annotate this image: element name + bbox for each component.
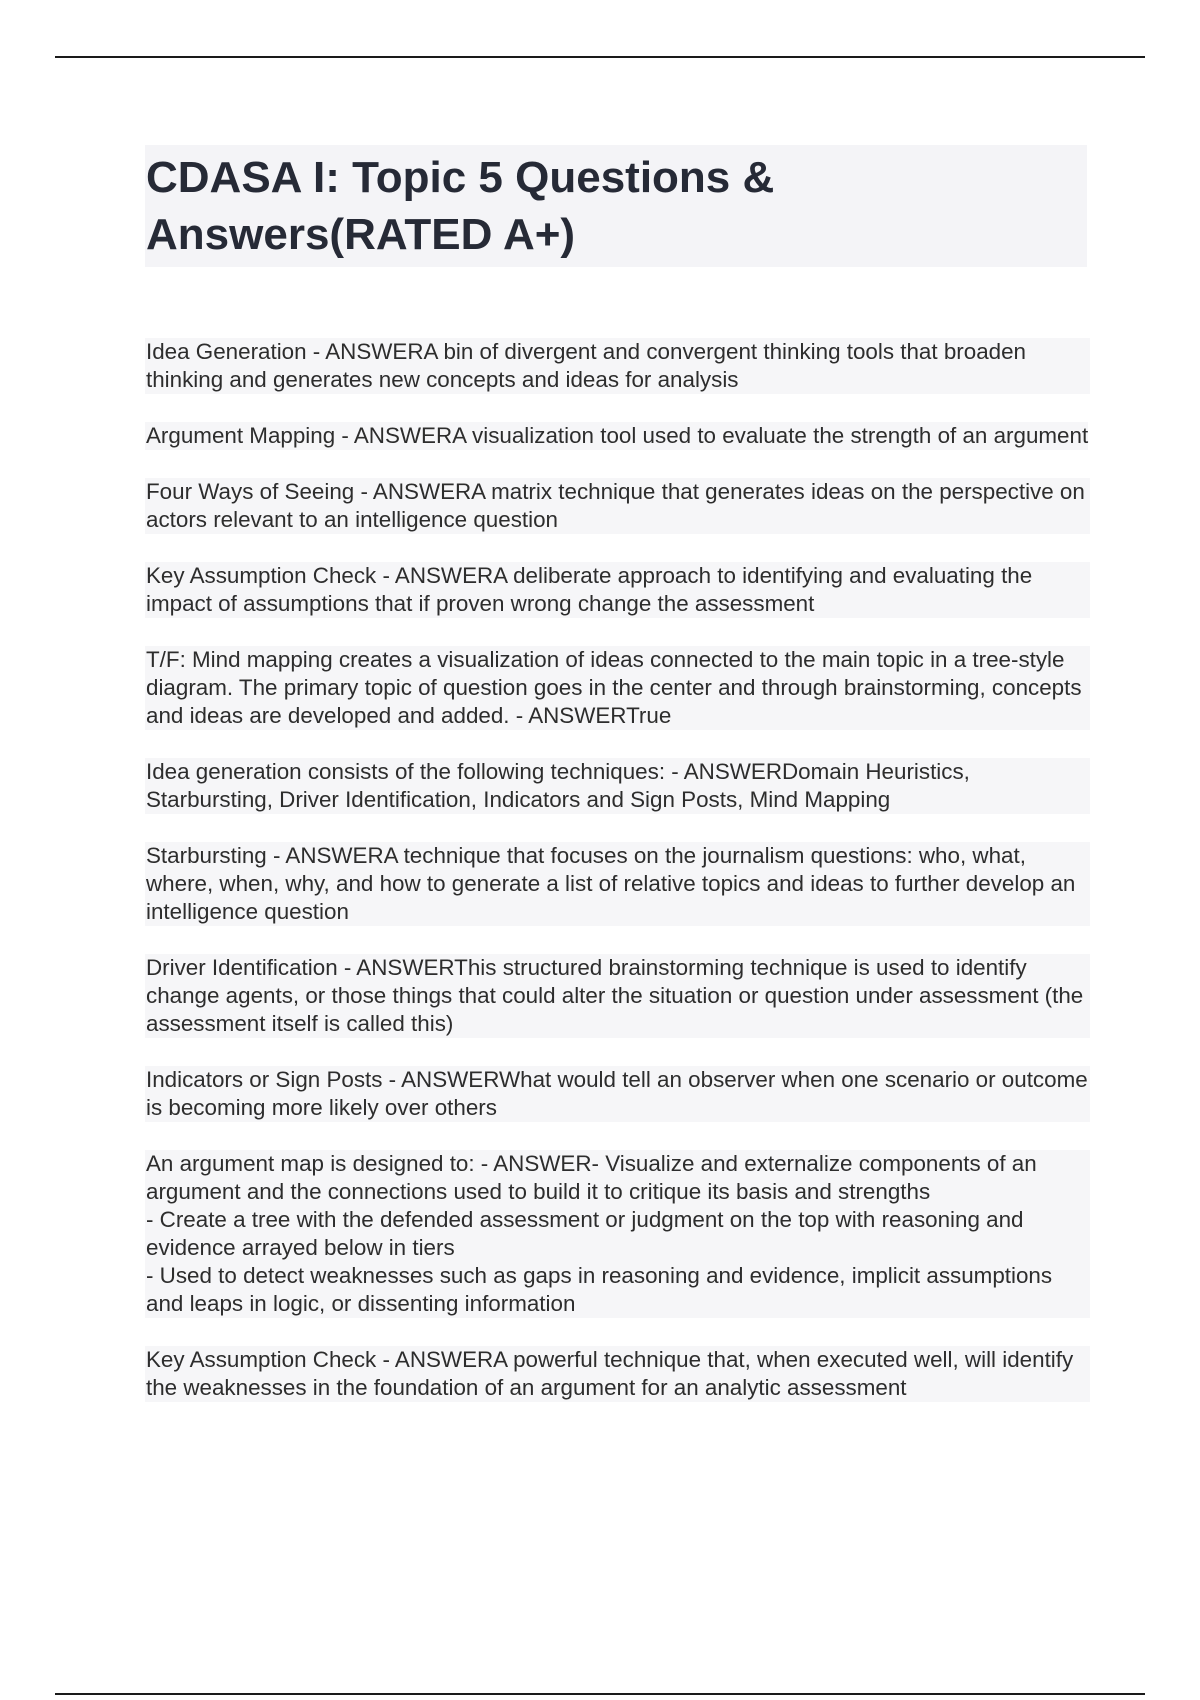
qa-item: Argument Mapping - ANSWERA visualization tool used to evaluate the strength of an argument xyxy=(146,423,1089,448)
bottom-rule xyxy=(55,1693,1145,1695)
qa-list xyxy=(145,338,1090,1430)
page-title: CDASA I: Topic 5 Questions & Answers(RATED A+) xyxy=(146,153,775,259)
qa-item: Driver Identification - ANSWERThis structured brainstorming technique is used to identify change agents, or those things that could alter the situation or question under assessment (the assessment itself is called this) xyxy=(145,954,1090,1038)
qa-item: Idea generation consists of the following techniques: - ANSWERDomain Heuristics, Starbursting, Driver Identification, Indicators and Sign Posts, Mind Mapping xyxy=(145,758,1090,814)
qa-item: T/F: Mind mapping creates a visualization of ideas connected to the main topic in a tree-style diagram. The primary topic of question goes in the center and through brainstorming, concepts and ideas are developed and added. - ANSWERTrue xyxy=(145,646,1090,730)
qa-item: Idea Generation - ANSWERA bin of divergent and convergent thinking tools that broaden thinking and generates new concepts and ideas for analysis xyxy=(145,338,1090,394)
qa-item: An argument map is designed to: - ANSWER- Visualize and externalize components of an argument and the connections used to build it to critique its basis and strengths - Create a tree with the defended assessment or judgment on the top with reasoning and evidence arrayed below in tiers - Used to detect weaknesses such as gaps in reasoning and evidence, implicit assumptions and leaps in logic, or dissenting information xyxy=(145,1150,1090,1318)
qa-item: Four Ways of Seeing - ANSWERA matrix technique that generates ideas on the perspective on actors relevant to an intelligence question xyxy=(145,478,1090,534)
title-block xyxy=(145,145,1087,267)
qa-item: Key Assumption Check - ANSWERA powerful technique that, when executed well, will identify the weaknesses in the foundation of an argument for an analytic assessment xyxy=(145,1346,1090,1402)
top-rule xyxy=(55,56,1145,58)
qa-item: Key Assumption Check - ANSWERA deliberate approach to identifying and evaluating the impact of assumptions that if proven wrong change the assessment xyxy=(145,562,1090,618)
qa-item: Indicators or Sign Posts - ANSWERWhat would tell an observer when one scenario or outcome is becoming more likely over others xyxy=(145,1066,1090,1122)
qa-item: Starbursting - ANSWERA technique that focuses on the journalism questions: who, what, where, when, why, and how to generate a list of relative topics and ideas to further develop an intelligence question xyxy=(145,842,1090,926)
